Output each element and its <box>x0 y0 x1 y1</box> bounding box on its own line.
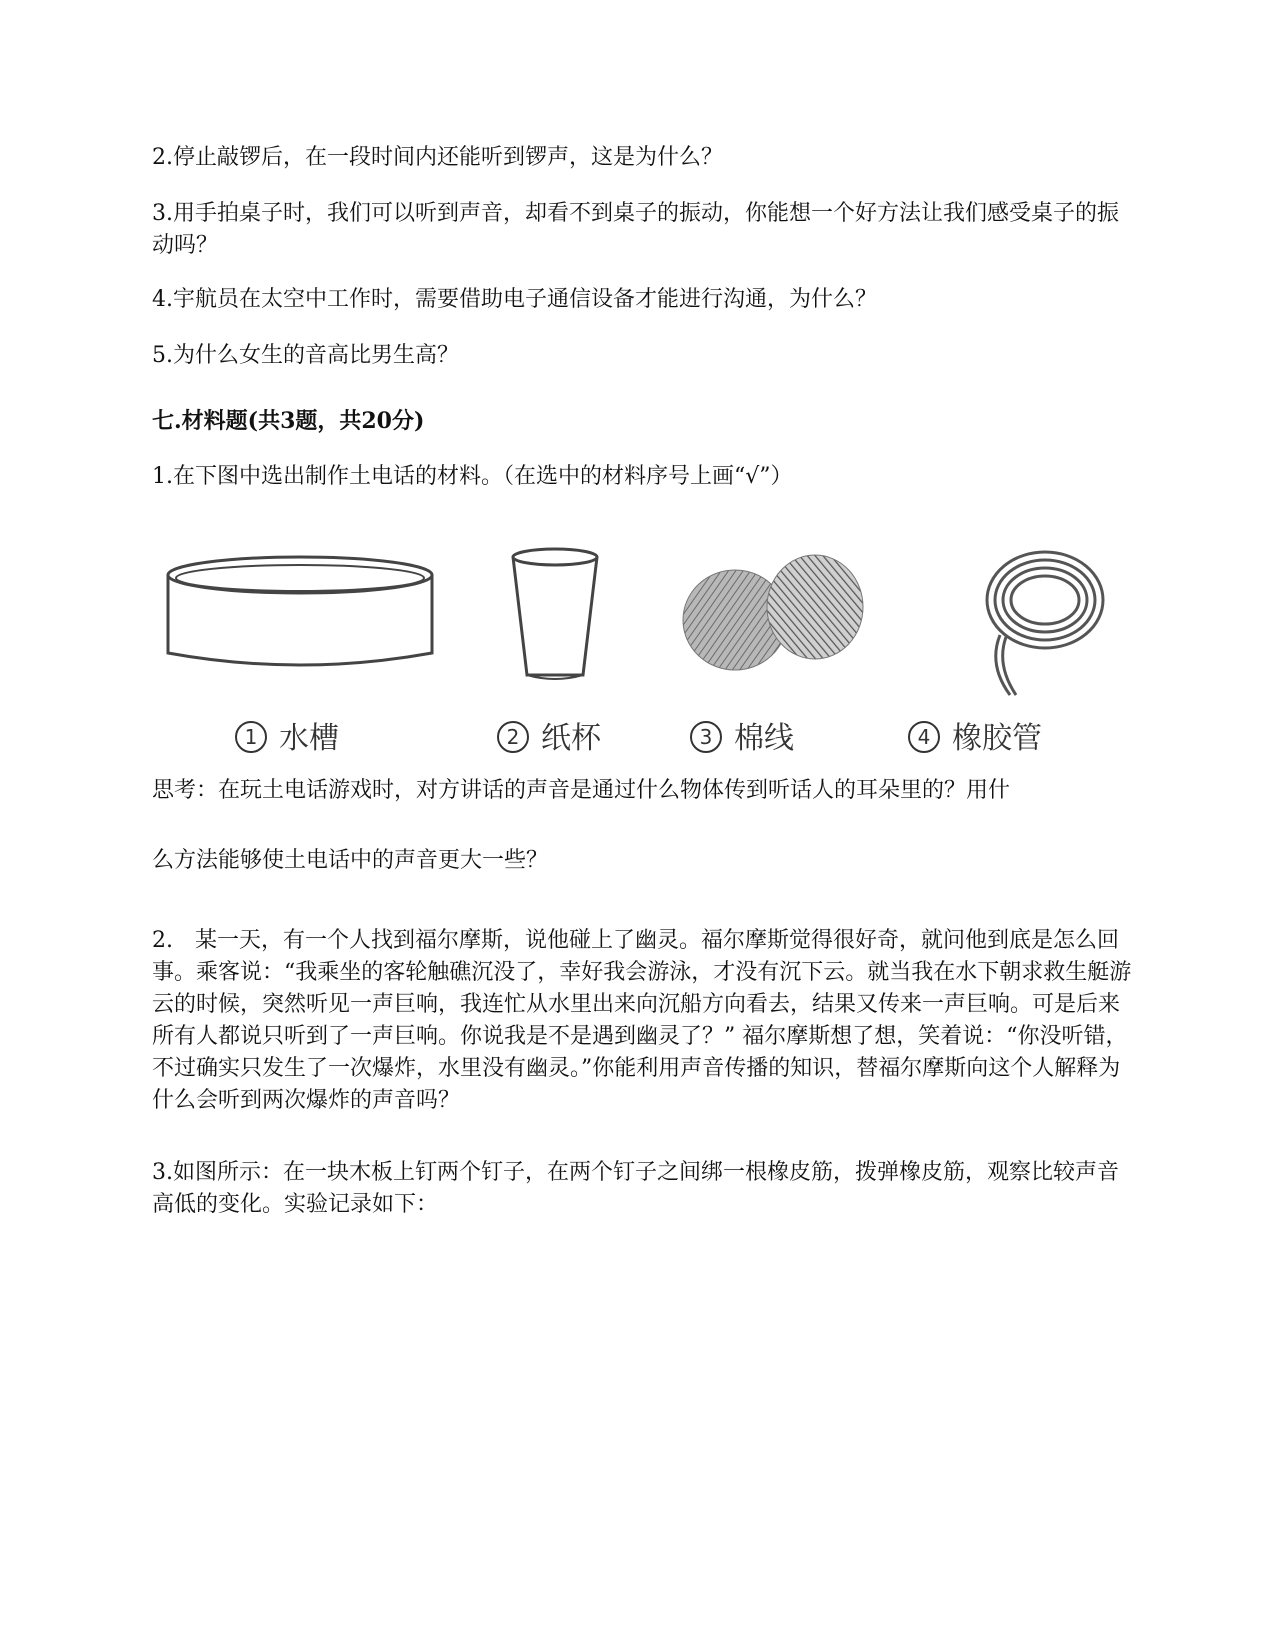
material-number-1: 1 <box>235 721 267 753</box>
materials-figure <box>160 545 1130 770</box>
question-7-1: 1.在下图中选出制作土电话的材料。（在选中的材料序号上画“√”） <box>152 464 793 489</box>
material-label-3 <box>690 713 794 757</box>
question-7-3: 3.如图所示：在一块木板上钉两个钉子，在两个钉子之间绑一根橡皮筋，拨弹橡皮筋，观察比较声音高低的变化。实验记录如下： <box>152 1160 1119 1217</box>
material-number-3: 3 <box>690 721 722 753</box>
material-name-2: 纸杯 <box>541 721 601 756</box>
material-label-2 <box>497 713 601 757</box>
material-label-1 <box>235 713 339 757</box>
material-number-2: 2 <box>497 721 529 753</box>
question-7-2: 2. 某一天，有一个人找到福尔摩斯，说他碰上了幽灵。福尔摩斯觉得很好奇，就问他到底是怎么回事。乘客说：“我乘坐的客轮触礁沉没了，幸好我会游泳，才没有沉下云。就当我在水下朝求救生艇游云的时候，突然听见一声巨响，我连忙从水里出来向沉船方向看去，结果又传来一声巨响。可是后来所有人都说只听到了一声巨响。你说我是不是遇到幽灵了？” 福尔摩斯想了想，笑着说：“你没听错，不过确实只发生了一次爆炸，水里没有幽灵。”你能利用声音传播的知识，替福尔摩斯向这个人解释为什么会听到两次爆炸的声音吗？ <box>152 928 1132 1113</box>
section-7-heading: 七.材料题(共3题，共20分) <box>152 408 425 434</box>
cotton-thread-image <box>680 545 870 699</box>
paper-cup-image <box>505 545 605 699</box>
material-name-3: 棉线 <box>734 721 794 756</box>
material-name-1: 水槽 <box>279 721 339 756</box>
question-6-5: 5.为什么女生的音高比男生高？ <box>152 343 459 368</box>
think-line-2: 么方法能够使土电话中的声音更大一些？ <box>152 848 549 873</box>
question-6-2: 2.停止敲锣后，在一段时间内还能听到锣声，这是为什么？ <box>152 145 723 170</box>
rubber-tube-image <box>980 545 1110 709</box>
question-6-3: 3.用手拍桌子时，我们可以听到声音，却看不到桌子的振动，你能想一个好方法让我们感受桌子的振动吗？ <box>152 201 1119 258</box>
think-line-1: 思考：在玩土电话游戏时，对方讲话的声音是通过什么物体传到听话人的耳朵里的？用什 <box>152 778 1011 803</box>
question-6-4: 4.宇航员在太空中工作时，需要借助电子通信设备才能进行沟通，为什么？ <box>152 287 877 312</box>
material-label-4 <box>908 713 1042 757</box>
material-number-4: 4 <box>908 721 940 753</box>
material-name-4: 橡胶管 <box>952 721 1042 756</box>
water-tank-image <box>160 545 440 699</box>
